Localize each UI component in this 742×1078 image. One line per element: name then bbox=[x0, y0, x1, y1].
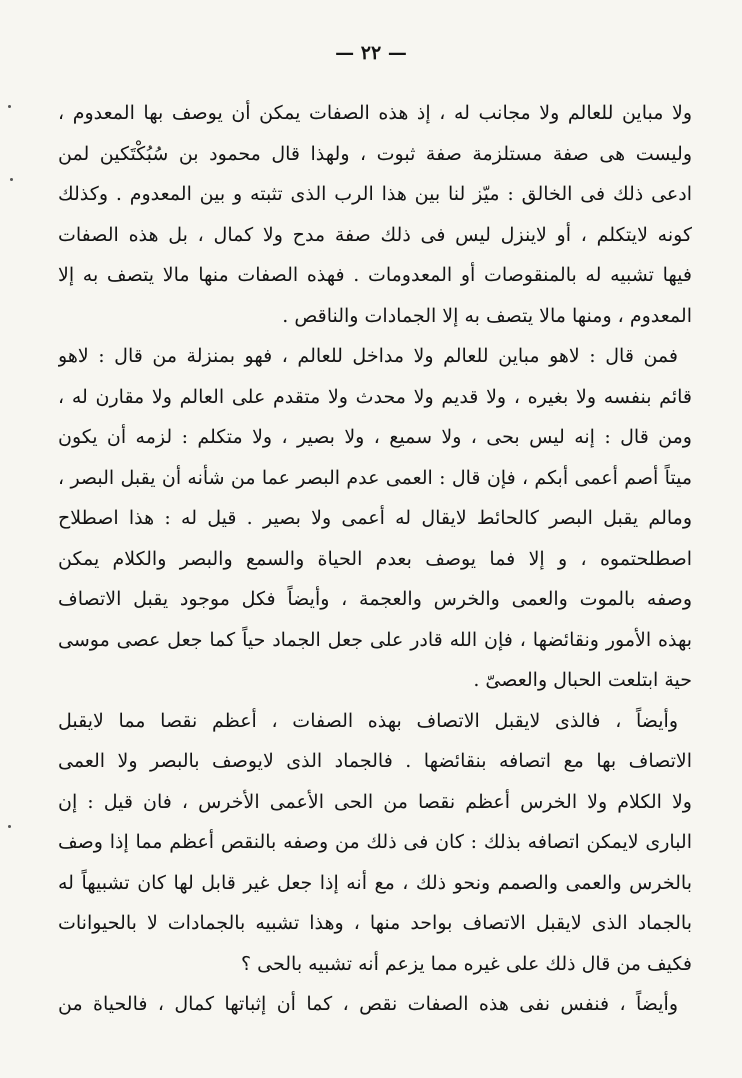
text-line: فيها تشبيه له بالمنقوصات أو المعدومات . فهذه الصفات منها مالا يتصف به إلا bbox=[58, 264, 692, 286]
text-line: وليست هى صفة مستلزمة صفة ثبوت ، ولهذا قال محمود بن سُبُكْتَكين لمن bbox=[58, 142, 692, 165]
body-text bbox=[58, 93, 692, 1025]
text-line: حية ابتلعت الحبال والعصىّ . bbox=[473, 669, 692, 691]
text-line: ولا مباين للعالم ولا مجانب له ، إذ هذه الصفات يمكن أن يوصف بها المعدوم ، bbox=[58, 102, 692, 124]
page-number: — ٢٢ — bbox=[335, 42, 407, 64]
text-line: الاتصاف بها مع اتصافه بنقائضها . فالجماد الذى لايوصف بالبصر ولا العمى bbox=[58, 750, 692, 772]
text-line: كونه لايتكلم ، أو لاينزل ليس فى ذلك صفة مدح ولا كمال ، بل هذه الصفات bbox=[58, 223, 692, 246]
text-line: ولا الكلام ولا الخرس أعظم نقصا من الحى الأعمى الأخرس ، فان قيل : إن bbox=[58, 790, 692, 813]
text-line: بهذه الأمور ونقائضها ، فإن الله قادر على جعل الجماد حياً كما جعل عصى موسى bbox=[58, 628, 692, 651]
text-line: اصطلحتموه ، و إلا فما يوصف بعدم الحياة والسمع والبصر والكلام يمكن bbox=[58, 547, 692, 570]
text-line: المعدوم ، ومنها مالا يتصف به إلا الجمادات والناقص . bbox=[282, 304, 692, 327]
text-line: بالخرس والعمى والصمم ونحو ذلك ، مع أنه إذا جعل غير قابل لها كان تشبيهاً له bbox=[58, 871, 692, 894]
text-line: وصفه بالموت والعمى والخرس والعجمة ، وأيضاً فكل موجود يقبل الاتصاف bbox=[58, 588, 692, 610]
text-line: ومالم يقبل البصر كالحائط لايقال له أعمى ولا بصير . قيل له : هذا اصطلاح bbox=[58, 507, 692, 529]
text-line: وأيضاً ، فنفس نفى هذه الصفات نقص ، كما أن إثباتها كمال ، فالحياة من bbox=[58, 993, 678, 1015]
text-line: ميتاً أصم أعمى أبكم ، فإن قال : العمى عدم البصر عما من شأنه أن يقبل البصر ، bbox=[58, 466, 692, 489]
text-line: بالجماد الذى لايقبل الاتصاف بواحد منها ، وهذا تشبيه بالجمادات لا بالحيوانات bbox=[58, 912, 692, 934]
text-line: قائم بنفسه ولا بغيره ، ولا قديم ولا محدث ولا متقدم على العالم ولا مقارن له ، bbox=[58, 385, 692, 408]
text-line: فمن قال : لاهو مباين للعالم ولا مداخل للعالم ، فهو بمنزلة من قال : لاهو bbox=[58, 345, 678, 367]
scan-speck bbox=[8, 105, 11, 108]
text-line: وأيضاً ، فالذى لايقبل الاتصاف بهذه الصفات ، أعظم نقصا مما لايقبل bbox=[58, 709, 678, 732]
scan-speck bbox=[10, 178, 13, 181]
text-line: فكيف من قال ذلك على غيره مما يزعم أنه تشبيه بالحى ؟ bbox=[241, 952, 692, 975]
text-line: البارى لايمكن اتصافه بذلك : كان فى ذلك من وصفه بالنقص أعظم مما إذا وصف bbox=[58, 831, 692, 853]
text-line: ومن قال : إنه ليس بحى ، ولا سميع ، ولا بصير ، ولا متكلم : لزمه أن يكون bbox=[58, 426, 692, 448]
scan-speck bbox=[8, 825, 11, 828]
text-line: ادعى ذلك فى الخالق : ميّز لنا بين هذا الرب الذى تثبته و بين المعدوم . وكذلك bbox=[58, 183, 692, 205]
